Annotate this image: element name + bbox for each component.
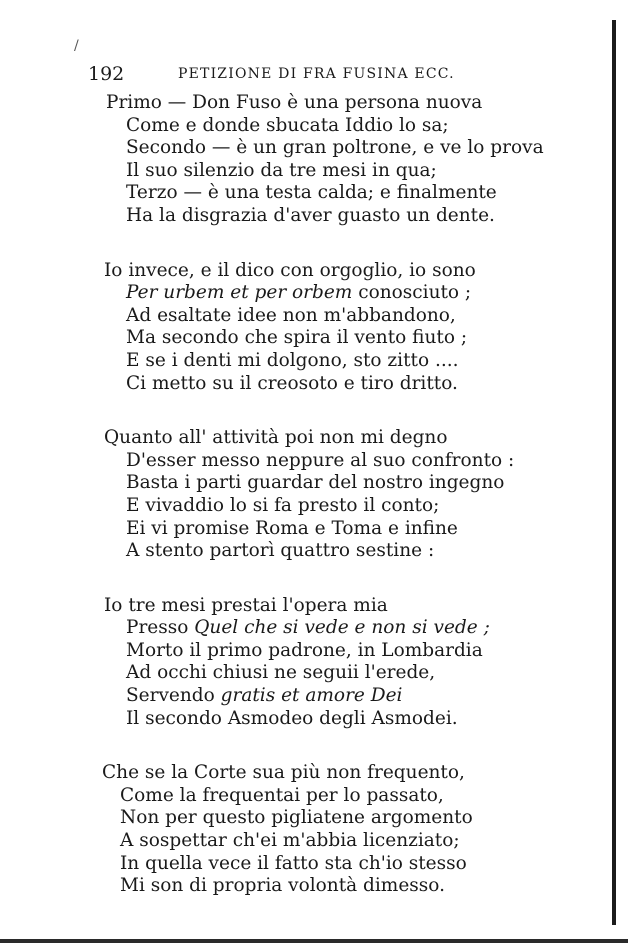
stanza-2: [0, 260, 620, 396]
verse-line: Ad occhi chiusi ne seguii l'erede,: [126, 662, 436, 684]
verse-line: Terzo — è una testa calda; e finalmente: [126, 182, 497, 204]
verse-line: Ei vi promise Roma e Toma e infine: [126, 517, 458, 539]
verse-line: Che se la Corte sua più non frequento,: [102, 762, 465, 784]
stanza-1: [0, 92, 620, 228]
running-title: PETIZIONE DI FRA FUSINA ECC.: [178, 66, 455, 82]
page-bottom-edge: [0, 939, 628, 943]
verse-line: Ma secondo che spira il vento fiuto ;: [126, 327, 468, 349]
verse-line: Come e donde sbucata Iddio lo sa;: [126, 114, 449, 136]
verse-line: Il secondo Asmodeo degli Asmodei.: [126, 707, 458, 729]
latin-phrase: gratis et amore Dei: [220, 685, 403, 707]
verse-line: Il suo silenzio da tre mesi in qua;: [126, 159, 437, 181]
verse-line: Ad esaltate idee non m'abbandono,: [126, 304, 456, 326]
verse-line: A stento partorì quattro sestine :: [126, 540, 435, 562]
page-number: 192: [88, 63, 125, 85]
stanza-3: [0, 427, 620, 563]
verse-line: In quella vece il fatto sta ch'io stesso: [120, 852, 467, 874]
verse-line: Morto il primo padrone, in Lombardia: [126, 639, 483, 661]
verse-line: Non per questo pigliatene argomento: [120, 807, 473, 829]
verse-line: Come la frequentai per lo passato,: [120, 784, 444, 806]
stanza-4: [0, 595, 620, 731]
verse-line: Quanto all' attività poi non mi degno: [104, 427, 448, 449]
verse-line: Per urbem et per orbem conosciuto ;: [126, 282, 472, 304]
stanza-5: [0, 762, 620, 898]
verse-line: Basta i parti guardar del nostro ingegno: [126, 472, 505, 494]
running-header: [88, 63, 468, 87]
verse-line: D'esser messo neppure al suo confronto :: [126, 449, 515, 471]
verse-line: Mi son di propria volontà dimesso.: [120, 875, 445, 897]
verse-line: Secondo — è un gran poltrone, e ve lo prova: [126, 137, 544, 159]
poem-body: [0, 92, 620, 930]
verse-line: Io invece, e il dico con orgoglio, io sono: [104, 259, 476, 281]
verse-line: Ci metto su il creosoto e tiro dritto.: [126, 372, 458, 394]
verse-line: Servendo gratis et amore Dei: [126, 685, 403, 707]
latin-phrase: Per urbem et per orbem: [126, 282, 353, 304]
verse-line: Primo — Don Fuso è una persona nuova: [106, 92, 483, 113]
margin-mark: /: [74, 38, 79, 54]
verse-line: E vivaddio lo si fa presto il conto;: [126, 494, 440, 516]
verse-line: A sospettar ch'ei m'abbia licenziato;: [120, 830, 460, 852]
italic-phrase: Quel che si vede e non si vede ;: [194, 617, 490, 639]
verse-line: Io tre mesi prestai l'opera mia: [104, 594, 388, 616]
verse-line: Presso Quel che si vede e non si vede ;: [126, 617, 490, 639]
verse-line: E se i denti mi dolgono, sto zitto ....: [126, 349, 459, 371]
verse-line: Ha la disgrazia d'aver guasto un dente.: [126, 204, 495, 226]
